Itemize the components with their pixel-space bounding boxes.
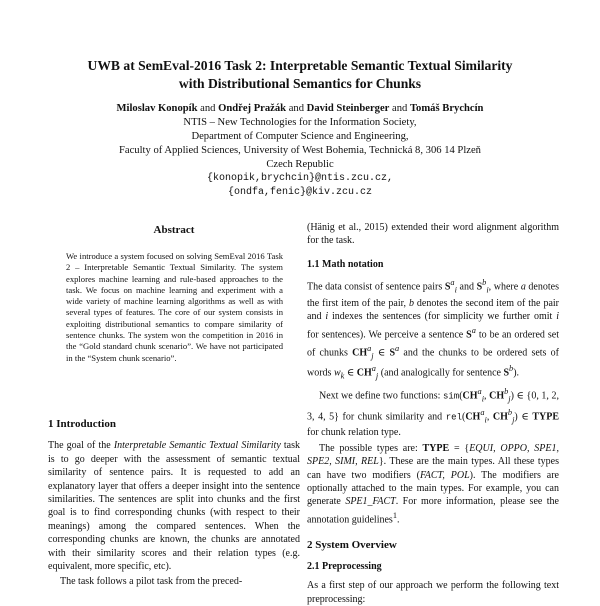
author-and-2: and <box>288 103 305 114</box>
abstract-heading: Abstract <box>153 224 195 236</box>
continuation-text: (Hänig et al., 2015) extended their word alignment algorithm for the task. <box>307 222 559 247</box>
system-overview-heading: 2 System Overview <box>307 538 397 551</box>
introduction-paragraph-2: The task follows a pilot task from the preced- <box>60 576 243 588</box>
affiliation-line-4: Czech Republic <box>266 159 334 170</box>
email-line-1: {konopik,brychcin}@ntis.zcu.cz, <box>206 173 394 184</box>
right-column <box>307 221 559 606</box>
introduction-heading: 1 Introduction <box>48 418 116 430</box>
preprocessing-heading: 2.1 Preprocessing <box>307 561 382 573</box>
affiliation-line-1: NTIS – New Technologies for the Information Society, <box>183 117 417 128</box>
affiliation-line-2: Department of Computer Science and Engineering, <box>191 131 409 142</box>
title-line-1: UWB at SemEval-2016 Task 2: Interpretable Semantic Textual Similarity <box>87 58 513 73</box>
math-paragraph-2: Next we define two functions: $sim(CH^a_i$, $CH^b_j$) ∈ {0, 1, 2, 3, 4, 5} for chunk similarity and $rel(CH^a_i$, $CH^b_j$) ∈ TYPE for chunk relation type. <box>307 386 559 439</box>
introduction-section <box>48 418 300 589</box>
abstract-text: We introduce a system focused on solving SemEval 2016 Task 2 – Interpretable Semantic Textual Similarity. The system explores machine learning and rule-based approaches to the task. We focus on machine learning and experiment with a wide variety of machine learning algorithms as well as with several types of features. The core of our system consists in exploiting distributional semantics to compare similarity of sentence chunks. The system won the competition in 2016 in the “Gold standard chunk scenario”. We have not participated in the “System chunk scenario”. <box>66 251 283 363</box>
author-1: Miloslav Konopík <box>116 103 198 114</box>
math-paragraph-1: The data consist of sentence pairs $S^a_i$ and $S^b_i$, where a denotes the first item of the pair, b denotes the second item of the pair and i indexes the sentences (for simplicity we further omit i for sentences). We perceive a sentence $S^a$ to be an ordered set of chunks $CH^a_j$ ∈ $S^a$ and the chunks to be ordered sets of words $w_k$ ∈ $CH^a_j$ (and analogically for sentence $S^b$). <box>307 278 559 381</box>
author-names <box>40 102 560 116</box>
math-paragraph-3: The possible types are: TYPE = {EQUI, OPPO, SPE1, SPE2, SIMI, REL}. These are the main types. All these types can have two modifiers (FACT, POL). The modifiers are optionally attached to the main types. For example, you can generate SPE1_FACT. For more information, please see the annotation guidelines$^1$. <box>307 442 559 526</box>
title-line-2: with Distributional Semantics for Chunks <box>178 76 422 91</box>
introduction-paragraph-1: The goal of the Interpretable Semantic Textual Similarity task is to go deeper with the assessment of semantic textual similarity of sentence pairs. It is requested to add an explanatory layer that offers a deeper insight into the sentence similarities. The sentences are split into chunks and the first goal is to find corresponding chunks (with respect to their meanings) among the compared sentences. When the corresponding chunks are known, the chunks are annotated with their similarity scores and their relation types (e.g. equivalent, more specific, etc). <box>48 440 300 573</box>
author-3: David Steinberger <box>306 103 390 114</box>
math-notation-heading: 1.1 Math notation <box>307 258 384 270</box>
email-line-2: {ondfa,fenic}@kiv.zcu.cz <box>227 187 373 198</box>
preprocessing-text: As a first step of our approach we perform the following text preprocessing: <box>307 580 559 605</box>
paper-title <box>40 57 560 93</box>
affiliation-line-3: Faculty of Applied Sciences, University of West Bohemia, Technická 8, 306 14 Plzeň <box>119 145 481 156</box>
author-and-3: and <box>392 103 408 114</box>
author-block <box>40 102 560 200</box>
author-and-1: and <box>200 103 216 114</box>
author-4: Tomáš Brychcín <box>409 103 484 114</box>
author-2: Ondřej Pražák <box>218 103 287 114</box>
footnote-marker: 1 <box>392 510 397 520</box>
